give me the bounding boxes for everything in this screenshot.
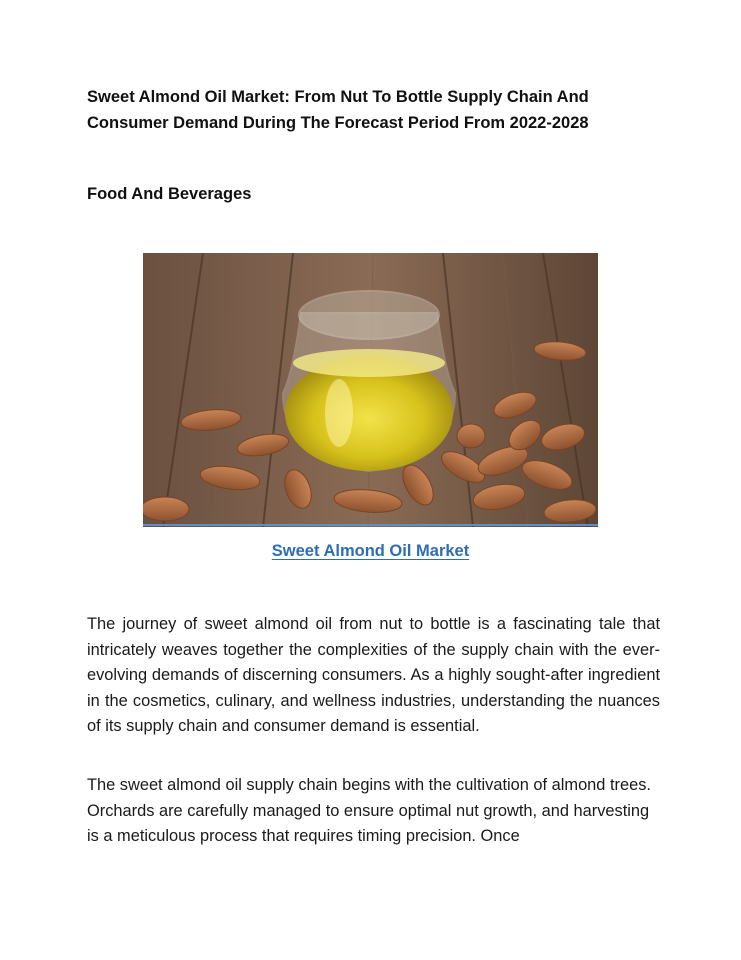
article-title: Sweet Almond Oil Market: From Nut To Bottle Supply Chain And Consumer Demand During The Forecast Period From 2022-2028 [87,88,589,132]
body-paragraph-1: The journey of sweet almond oil from nut to bottle is a fascinating tale that intricately weaves together the complexities of the supply chain with the ever-evolving demands of discerning consumers. As a highly sought-after ingredient in the cosmetics, culinary, and wellness industries, understanding the nuances of its supply chain and consumer demand is essential. [87,615,660,736]
body-paragraph-2: The sweet almond oil supply chain begins with the cultivation of almond trees. Orchards are carefully managed to ensure optimal nut growth, and harvesting is a meticulous process that requires timing precision. Once [87,776,651,846]
article-category: Food And Beverages [87,185,252,203]
hero-image [143,253,598,527]
caption-link[interactable]: Sweet Almond Oil Market [271,542,470,560]
image-caption [0,542,741,561]
